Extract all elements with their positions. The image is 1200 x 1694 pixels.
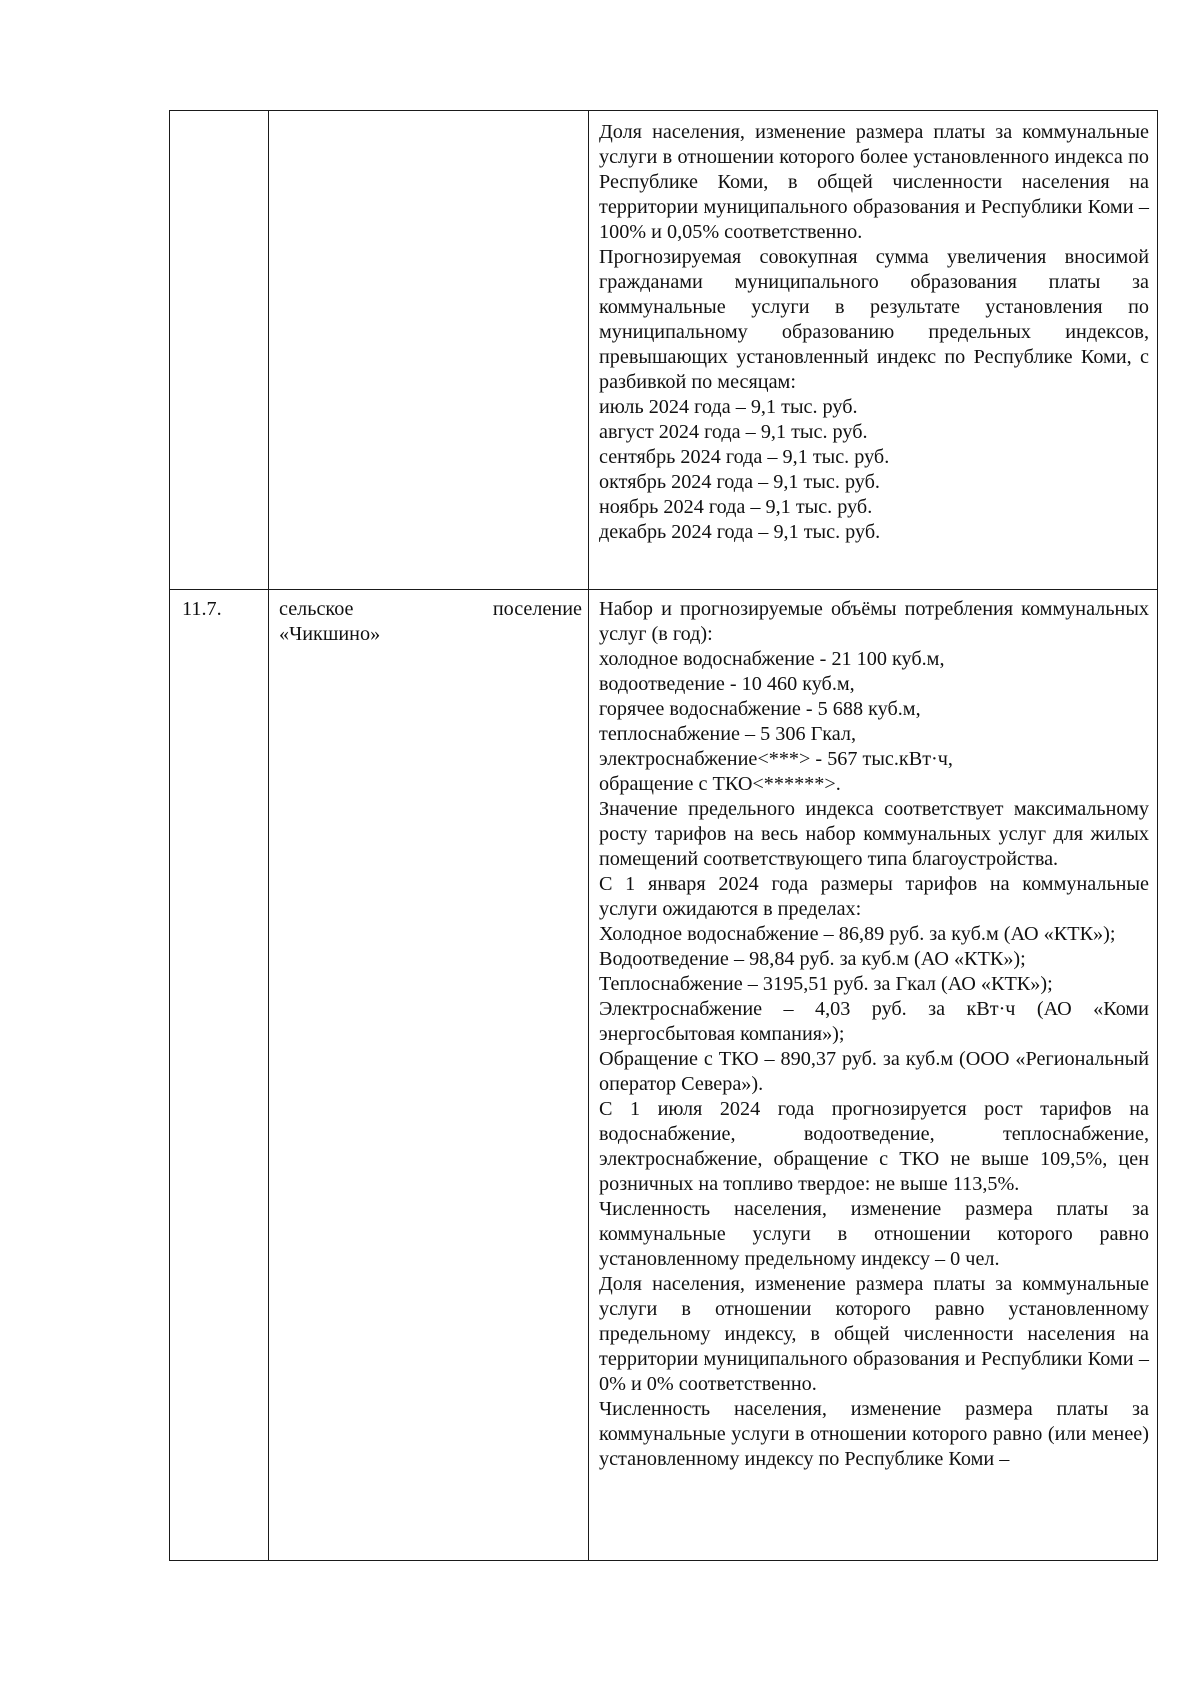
consumption-line: водоотведение - 10 460 куб.м, (599, 673, 855, 695)
tariff-line: Холодное водоснабжение – 86,89 руб. за куб.м (АО «КТК»); (599, 923, 1116, 945)
row-name-cell (269, 111, 589, 590)
tariffs-intro: С 1 января 2024 года размеры тарифов на коммунальные услуги ожидаются в пределах: (599, 873, 1149, 920)
document-table (169, 110, 1158, 1561)
row-description-cell (589, 590, 1158, 1561)
month-line: июль 2024 года – 9,1 тыс. руб. (599, 396, 858, 418)
month-line: ноябрь 2024 года – 9,1 тыс. руб. (599, 496, 873, 518)
row-name-cell (269, 590, 589, 1561)
index-paragraph: Значение предельного индекса соответствует максимальному росту тарифов на весь набор коммунальных услуг для жилых помещений соответствующего типа благоустройства. (599, 798, 1149, 870)
row-number-cell (170, 111, 269, 590)
consumption-intro: Набор и прогнозируемые объёмы потребления коммунальных услуг (в год): (599, 598, 1149, 645)
row-number: 11.7. (182, 598, 222, 620)
settlement-name (279, 597, 582, 647)
row-number-cell (170, 590, 269, 1561)
month-line: сентябрь 2024 года – 9,1 тыс. руб. (599, 446, 890, 468)
consumption-line: горячее водоснабжение - 5 688 куб.м, (599, 698, 921, 720)
consumption-line: электроснабжение<***> - 567 тыс.кВт·ч, (599, 748, 953, 770)
consumption-line: теплоснабжение – 5 306 Гкал, (599, 723, 857, 745)
tariff-line: Водоотведение – 98,84 руб. за куб.м (АО «КТК»); (599, 948, 1026, 970)
population-equal-paragraph: Численность населения, изменение размера платы за коммунальные услуги в отношении которого равно установленному предельному индексу – 0 чел. (599, 1198, 1149, 1270)
share-above-index-paragraph: Доля населения, изменение размера платы за коммунальные услуги в отношении которого более установленного индекса по Республике Коми, в общей численности населения на территории муниципального образования и Республики Коми – 100% и 0,05% соответственно. (599, 121, 1149, 243)
population-less-paragraph: Численность населения, изменение размера платы за коммунальные услуги в отношении которого равно (или менее) установленному индексу по Республике Коми – (599, 1398, 1149, 1470)
forecast-paragraph: С 1 июля 2024 года прогнозируется рост тарифов на водоснабжение, водоотведение, теплоснабжение, электроснабжение, обращение с ТКО не выше 109,5%, цен розничных на топливо твердое: не выше 113,5%. (599, 1098, 1149, 1195)
settlement-type-word2: поселение (492, 598, 582, 620)
month-line: август 2024 года – 9,1 тыс. руб. (599, 421, 868, 443)
consumption-line: обращение с ТКО<******>. (599, 773, 841, 795)
month-line: октябрь 2024 года – 9,1 тыс. руб. (599, 471, 880, 493)
consumption-line: холодное водоснабжение - 21 100 куб.м, (599, 648, 945, 670)
settlement-title: «Чикшино» (279, 623, 381, 645)
tariff-line: Теплоснабжение – 3195,51 руб. за Гкал (АО «КТК»); (599, 973, 1053, 995)
table-row (170, 590, 1158, 1561)
table-row (170, 111, 1158, 590)
row-description-cell (589, 111, 1158, 590)
month-line: декабрь 2024 года – 9,1 тыс. руб. (599, 521, 881, 543)
share-equal-paragraph: Доля населения, изменение размера платы за коммунальные услуги в отношении которого равно установленному предельному индексу, в общей численности населения на территории муниципального образования и Республики Коми – 0% и 0% соответственно. (599, 1273, 1149, 1395)
tariff-line: Обращение с ТКО – 890,37 руб. за куб.м (ООО «Региональный оператор Севера»). (599, 1048, 1149, 1095)
tariff-line: Электроснабжение – 4,03 руб. за кВт·ч (АО «Коми энергосбытовая компания»); (599, 998, 1149, 1045)
forecast-sum-paragraph: Прогнозируемая совокупная сумма увеличения вносимой гражданами муниципального образования платы за коммунальные услуги в результате установления по муниципальному образованию предельных индексов, превышающих установленный индекс по Республике Коми, с разбивкой по месяцам: (599, 246, 1149, 393)
settlement-type-word1: сельское (279, 598, 354, 620)
